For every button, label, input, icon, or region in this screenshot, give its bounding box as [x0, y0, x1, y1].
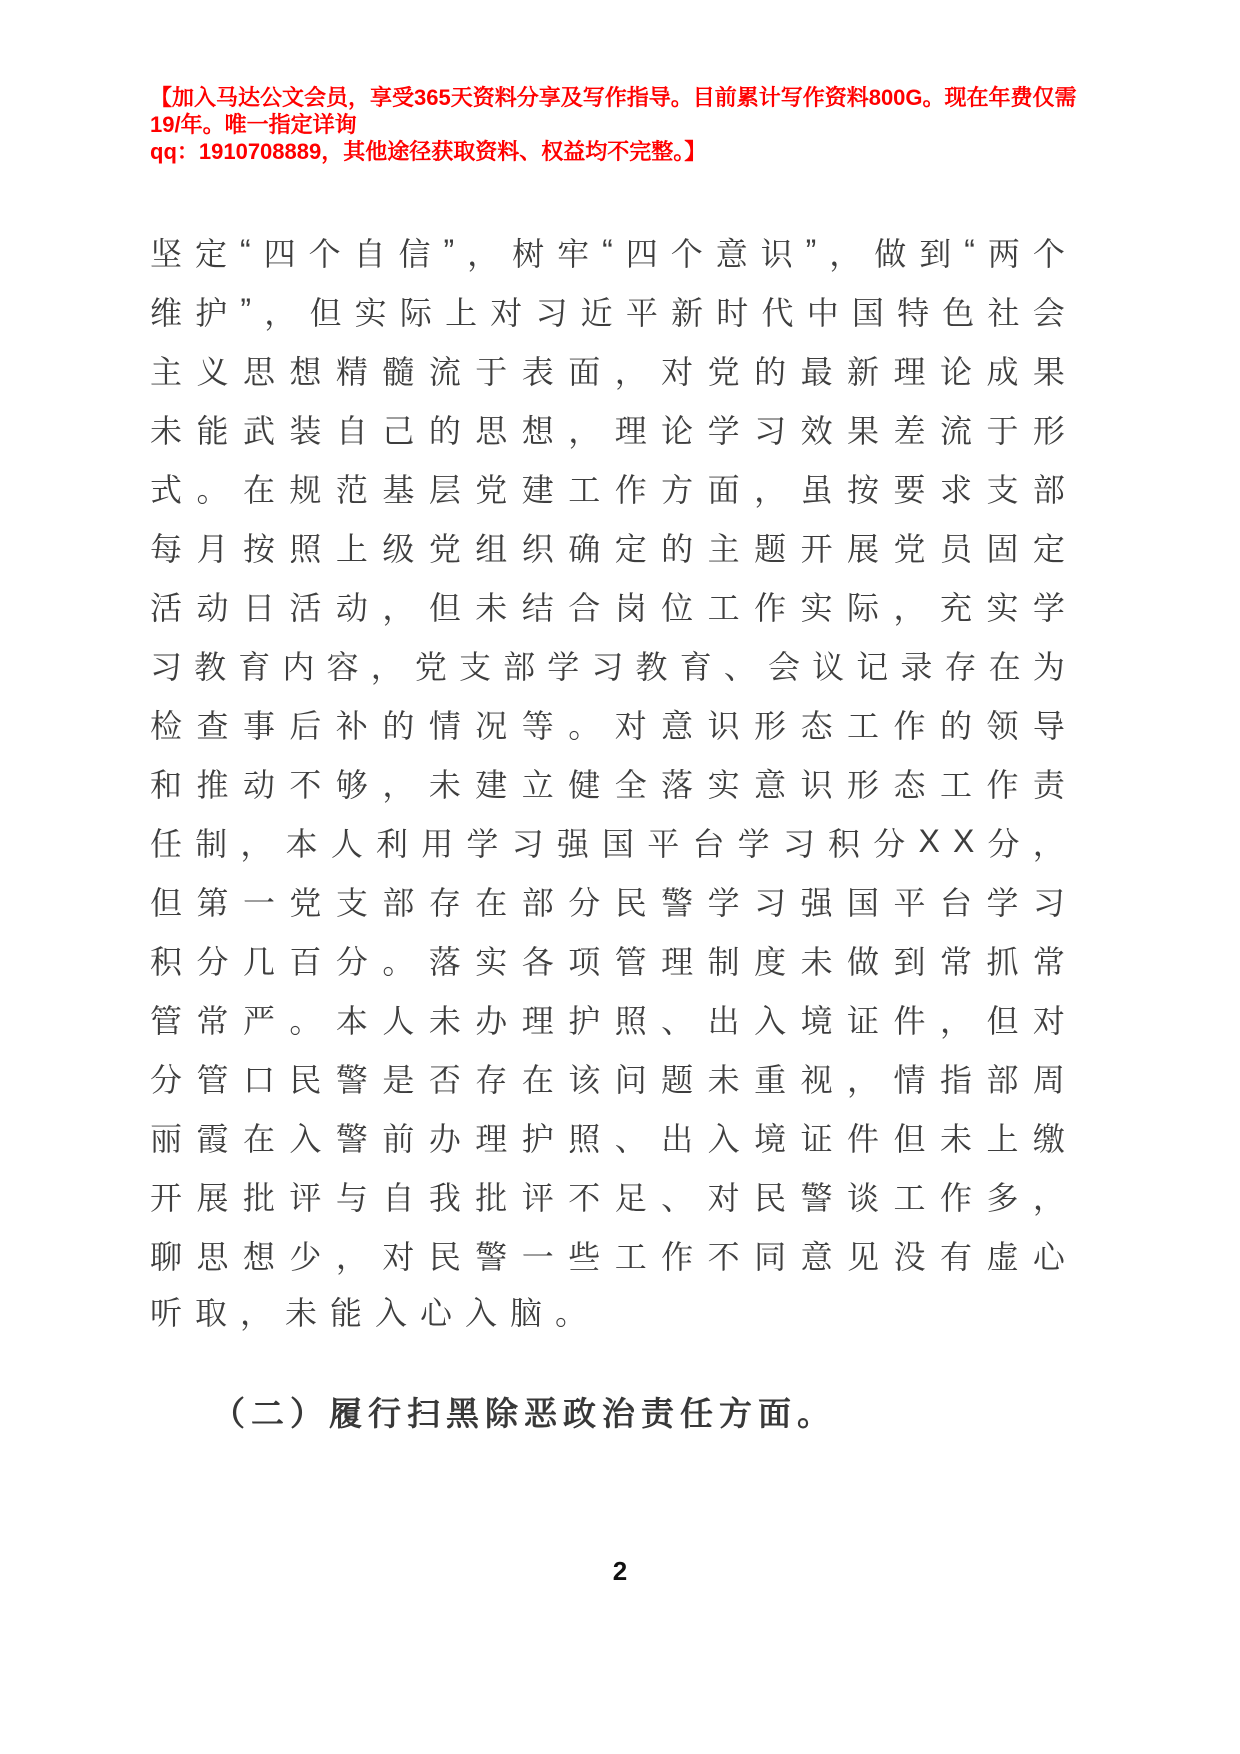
membership-ad-banner: [150, 84, 1100, 165]
body-line: 未 能 武 装 自 己 的 思 想 ， 理 论 学 习 效 果 差 流 于 形: [150, 412, 1065, 449]
body-line: 每 月 按 照 上 级 党 组 织 确 定 的 主 题 开 展 党 员 固 定: [150, 530, 1065, 567]
body-line: 但 第 一 党 支 部 存 在 部 分 民 警 学 习 强 国 平 台 学 习: [150, 884, 1065, 921]
body-line: 主 义 思 想 精 髓 流 于 表 面 ， 对 党 的 最 新 理 论 成 果: [150, 353, 1065, 390]
section-heading: （二）履行扫黑除恶政治责任方面。: [212, 1395, 836, 1432]
body-line: 和 推 动 不 够 ， 未 建 立 健 全 落 实 意 识 形 态 工 作 责: [150, 766, 1065, 803]
body-line: 开 展 批 评 与 自 我 批 评 不 足 、 对 民 警 谈 工 作 多 ，: [150, 1179, 1065, 1216]
body-line: 式 。 在 规 范 基 层 党 建 工 作 方 面 ， 虽 按 要 求 支 部: [150, 471, 1065, 508]
body-line: 聊 思 想 少 ， 对 民 警 一 些 工 作 不 同 意 见 没 有 虚 心: [150, 1238, 1065, 1275]
body-line: 积 分 几 百 分 。 落 实 各 项 管 理 制 度 未 做 到 常 抓 常: [150, 943, 1065, 980]
body-line: 检 查 事 后 补 的 情 况 等 。 对 意 识 形 态 工 作 的 领 导: [150, 707, 1065, 744]
body-line: 坚 定 “ 四 个 自 信 ” ， 树 牢 “ 四 个 意 识 ” ， 做 到 “ 两 个: [150, 233, 1065, 272]
body-paragraph: [150, 222, 1065, 1343]
page-number: 2: [612, 1556, 628, 1586]
body-line: 丽 霞 在 入 警 前 办 理 护 照 、 出 入 境 证 件 但 未 上 缴: [150, 1120, 1065, 1157]
body-line: 习 教 育 内 容 ， 党 支 部 学 习 教 育 、 会 议 记 录 存 在 为: [150, 648, 1065, 685]
body-line-last: 听取，未能入心入脑。: [150, 1295, 601, 1331]
membership-ad-line1: 【加入马达公文会员，享受365天资料分享及写作指导。目前累计写作资料800G。现在年费仅需19/年。唯一指定详询: [150, 85, 1077, 137]
body-line: 任 制 ， 本 人 利 用 学 习 强 国 平 台 学 习 积 分 X X 分 ，: [150, 823, 1065, 862]
body-line: 维 护 ” ， 但 实 际 上 对 习 近 平 新 时 代 中 国 特 色 社 会: [150, 292, 1065, 331]
body-line: 活 动 日 活 动 ， 但 未 结 合 岗 位 工 作 实 际 ， 充 实 学: [150, 589, 1065, 626]
body-line: 分 管 口 民 警 是 否 存 在 该 问 题 未 重 视 ， 情 指 部 周: [150, 1061, 1065, 1098]
membership-ad-line2: qq：1910708889，其他途径获取资料、权益均不完整。】: [150, 139, 707, 164]
body-line: 管 常 严 。 本 人 未 办 理 护 照 、 出 入 境 证 件 ， 但 对: [150, 1002, 1065, 1039]
